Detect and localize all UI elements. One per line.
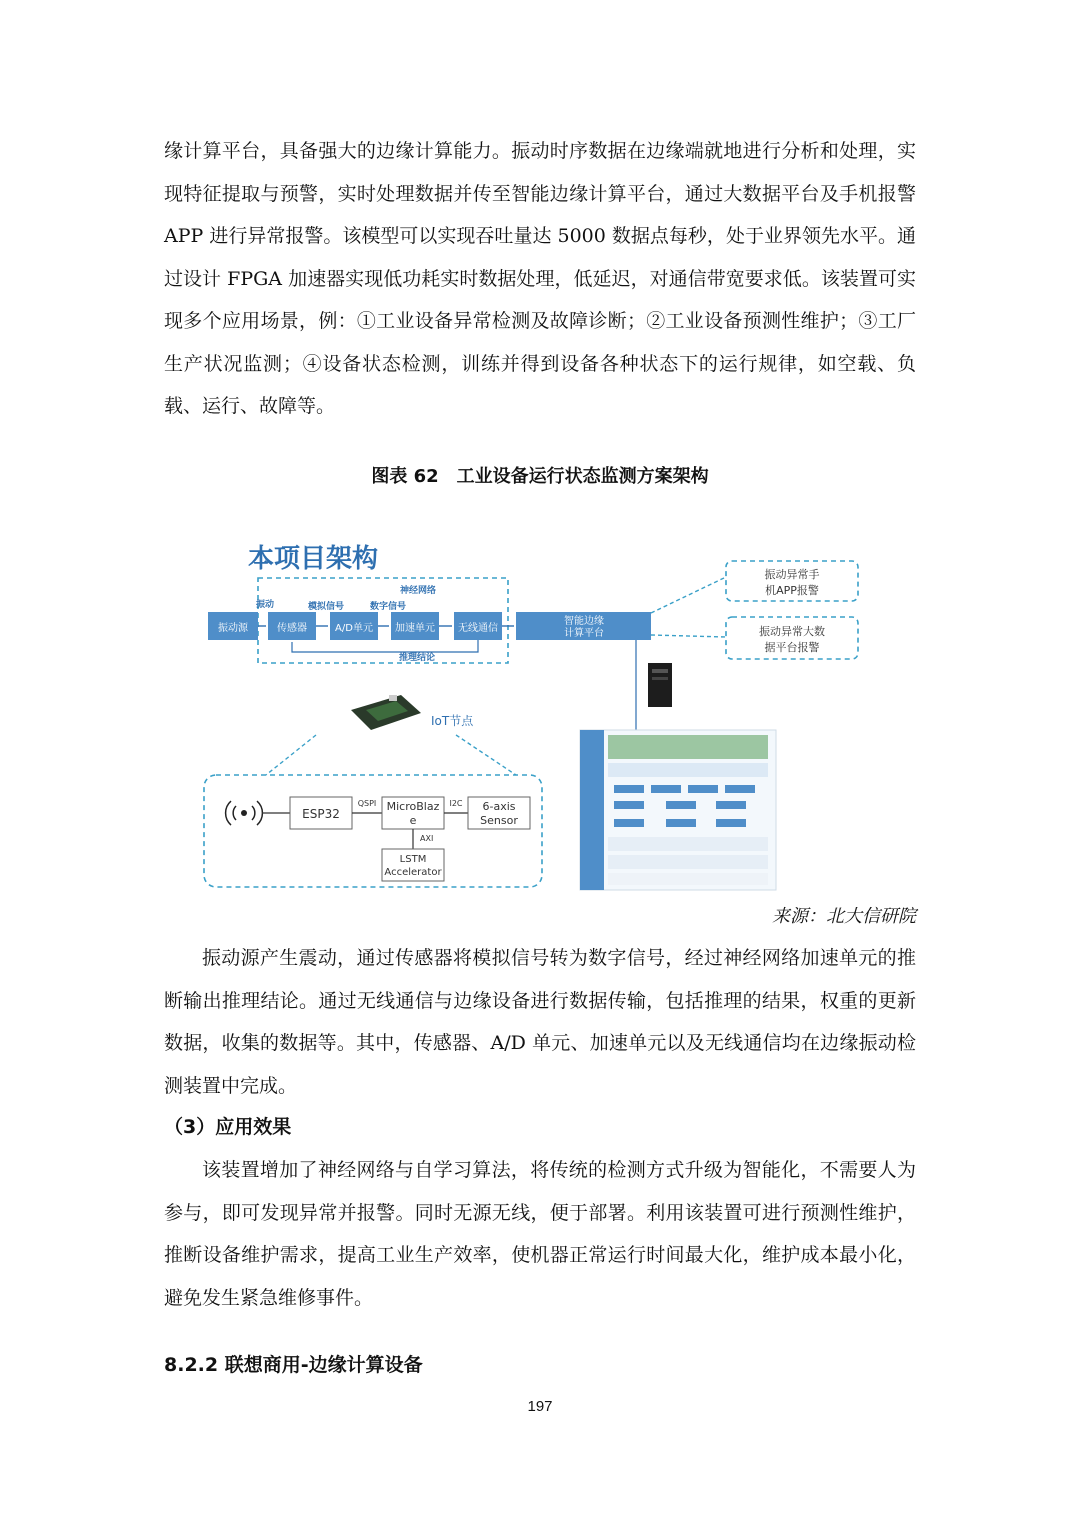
architecture-diagram — [196, 535, 876, 895]
hw-lstm-line-1: LSTM — [399, 854, 427, 865]
section-heading: 8.2.2 联想商用-边缘计算设备 — [164, 1354, 423, 1376]
figure-source: 来源：北大信研院 — [772, 906, 916, 927]
label-inference: 推理结论 — [399, 653, 436, 663]
body-paragraph-3: 该装置增加了神经网络与自学习算法，将传统的检测方式升级为智能化，不需要人为参与，即可发现异常并报警。同时无源无线，便于部署。利用该装置可进行预测性维护，推断设备维护需求，提高工业生产效率，使机器正常运行时间最大化，维护成本最小化，避免发生紧急维修事件。 — [164, 1159, 916, 1309]
page-number: 197 — [527, 1398, 553, 1415]
body-paragraph-1: 缘计算平台，具备强大的边缘计算能力。振动时序数据在边缘端就地进行分析和处理，实现特征提取与预警，实时处理数据并传至智能边缘计算平台，通过大数据平台及手机报警 APP 进行异常报警。该模型可以实现吞吐量达 5000 数据点每秒，处于业界领先水平。通过设计 FPGA 加速器实现低功耗实时数据处理，低延迟，对通信带宽要求低。该装置可实现多个应用场景，例：①工业设备异常检测及故障诊断；②工业设备预测性维护；③工厂生产状况监测；④设备状态检测，训练并得到设备各种状态下的运行规律，如空载、负载、运行、故障等。 — [164, 140, 916, 417]
label-neural: 神经网络 — [400, 586, 437, 596]
alert-bigdata-line-2: 据平台报警 — [764, 641, 820, 654]
block-edge-label-2: 计算平台 — [564, 628, 604, 639]
label-analog: 模拟信号 — [308, 602, 345, 612]
subheading-application-effect: （3）应用效果 — [164, 1116, 292, 1138]
hw-esp32-label: ESP32 — [302, 807, 340, 821]
alert-app-line-1: 振动异常手 — [764, 568, 820, 581]
label-vibration: 振动 — [256, 600, 275, 610]
hw-axi-label: AXI — [420, 834, 434, 843]
block-sensor-label: 传感器 — [277, 623, 307, 634]
feedback-line — [292, 640, 478, 652]
hw-lstm-line-2: Accelerator — [384, 867, 442, 878]
block-wireless-label: 无线通信 — [458, 623, 498, 634]
alert-bigdata-line-1: 振动异常大数 — [759, 625, 825, 638]
hw-microblaze-line-1: MicroBlaz — [386, 800, 440, 813]
hw-qspi-label: QSPI — [357, 799, 377, 808]
alert-connector-1 — [651, 577, 726, 613]
hw-sensor-line-2: Sensor — [480, 814, 518, 827]
alert-connector-2 — [651, 635, 726, 637]
iot-board-icon — [351, 695, 421, 730]
hw-sensor-line-1: 6-axis — [482, 800, 516, 813]
alert-app-line-2: 机APP报警 — [765, 584, 819, 597]
hw-microblaze-line-2: e — [409, 814, 417, 827]
block-edge-label-1: 智能边缘 — [564, 616, 604, 627]
diagram-title: 本项目架构 — [248, 544, 379, 574]
label-digital: 数字信号 — [370, 602, 407, 612]
hw-i2c-label: I2C — [449, 799, 463, 808]
hardware-boundary — [204, 775, 542, 887]
platform-screenshot-image — [580, 730, 776, 890]
wifi-icon — [226, 801, 263, 825]
block-source-label: 振动源 — [218, 623, 248, 634]
block-accel-label: 加速单元 — [395, 623, 435, 634]
label-iot: IoT节点 — [431, 714, 474, 728]
body-paragraph-2: 振动源产生震动，通过传感器将模拟信号转为数字信号，经过神经网络加速单元的推断输出推理结论。通过无线通信与边缘设备进行数据传输，包括推理的结果，权重的更新数据，收集的数据等。其中，传感器、A/D 单元、加速单元以及无线通信均在边缘振动检测装置中完成。 — [164, 947, 916, 1097]
block-ad-label: A/D单元 — [335, 623, 373, 634]
figure-caption: 图表 62 工业设备运行状态监测方案架构 — [371, 466, 709, 487]
